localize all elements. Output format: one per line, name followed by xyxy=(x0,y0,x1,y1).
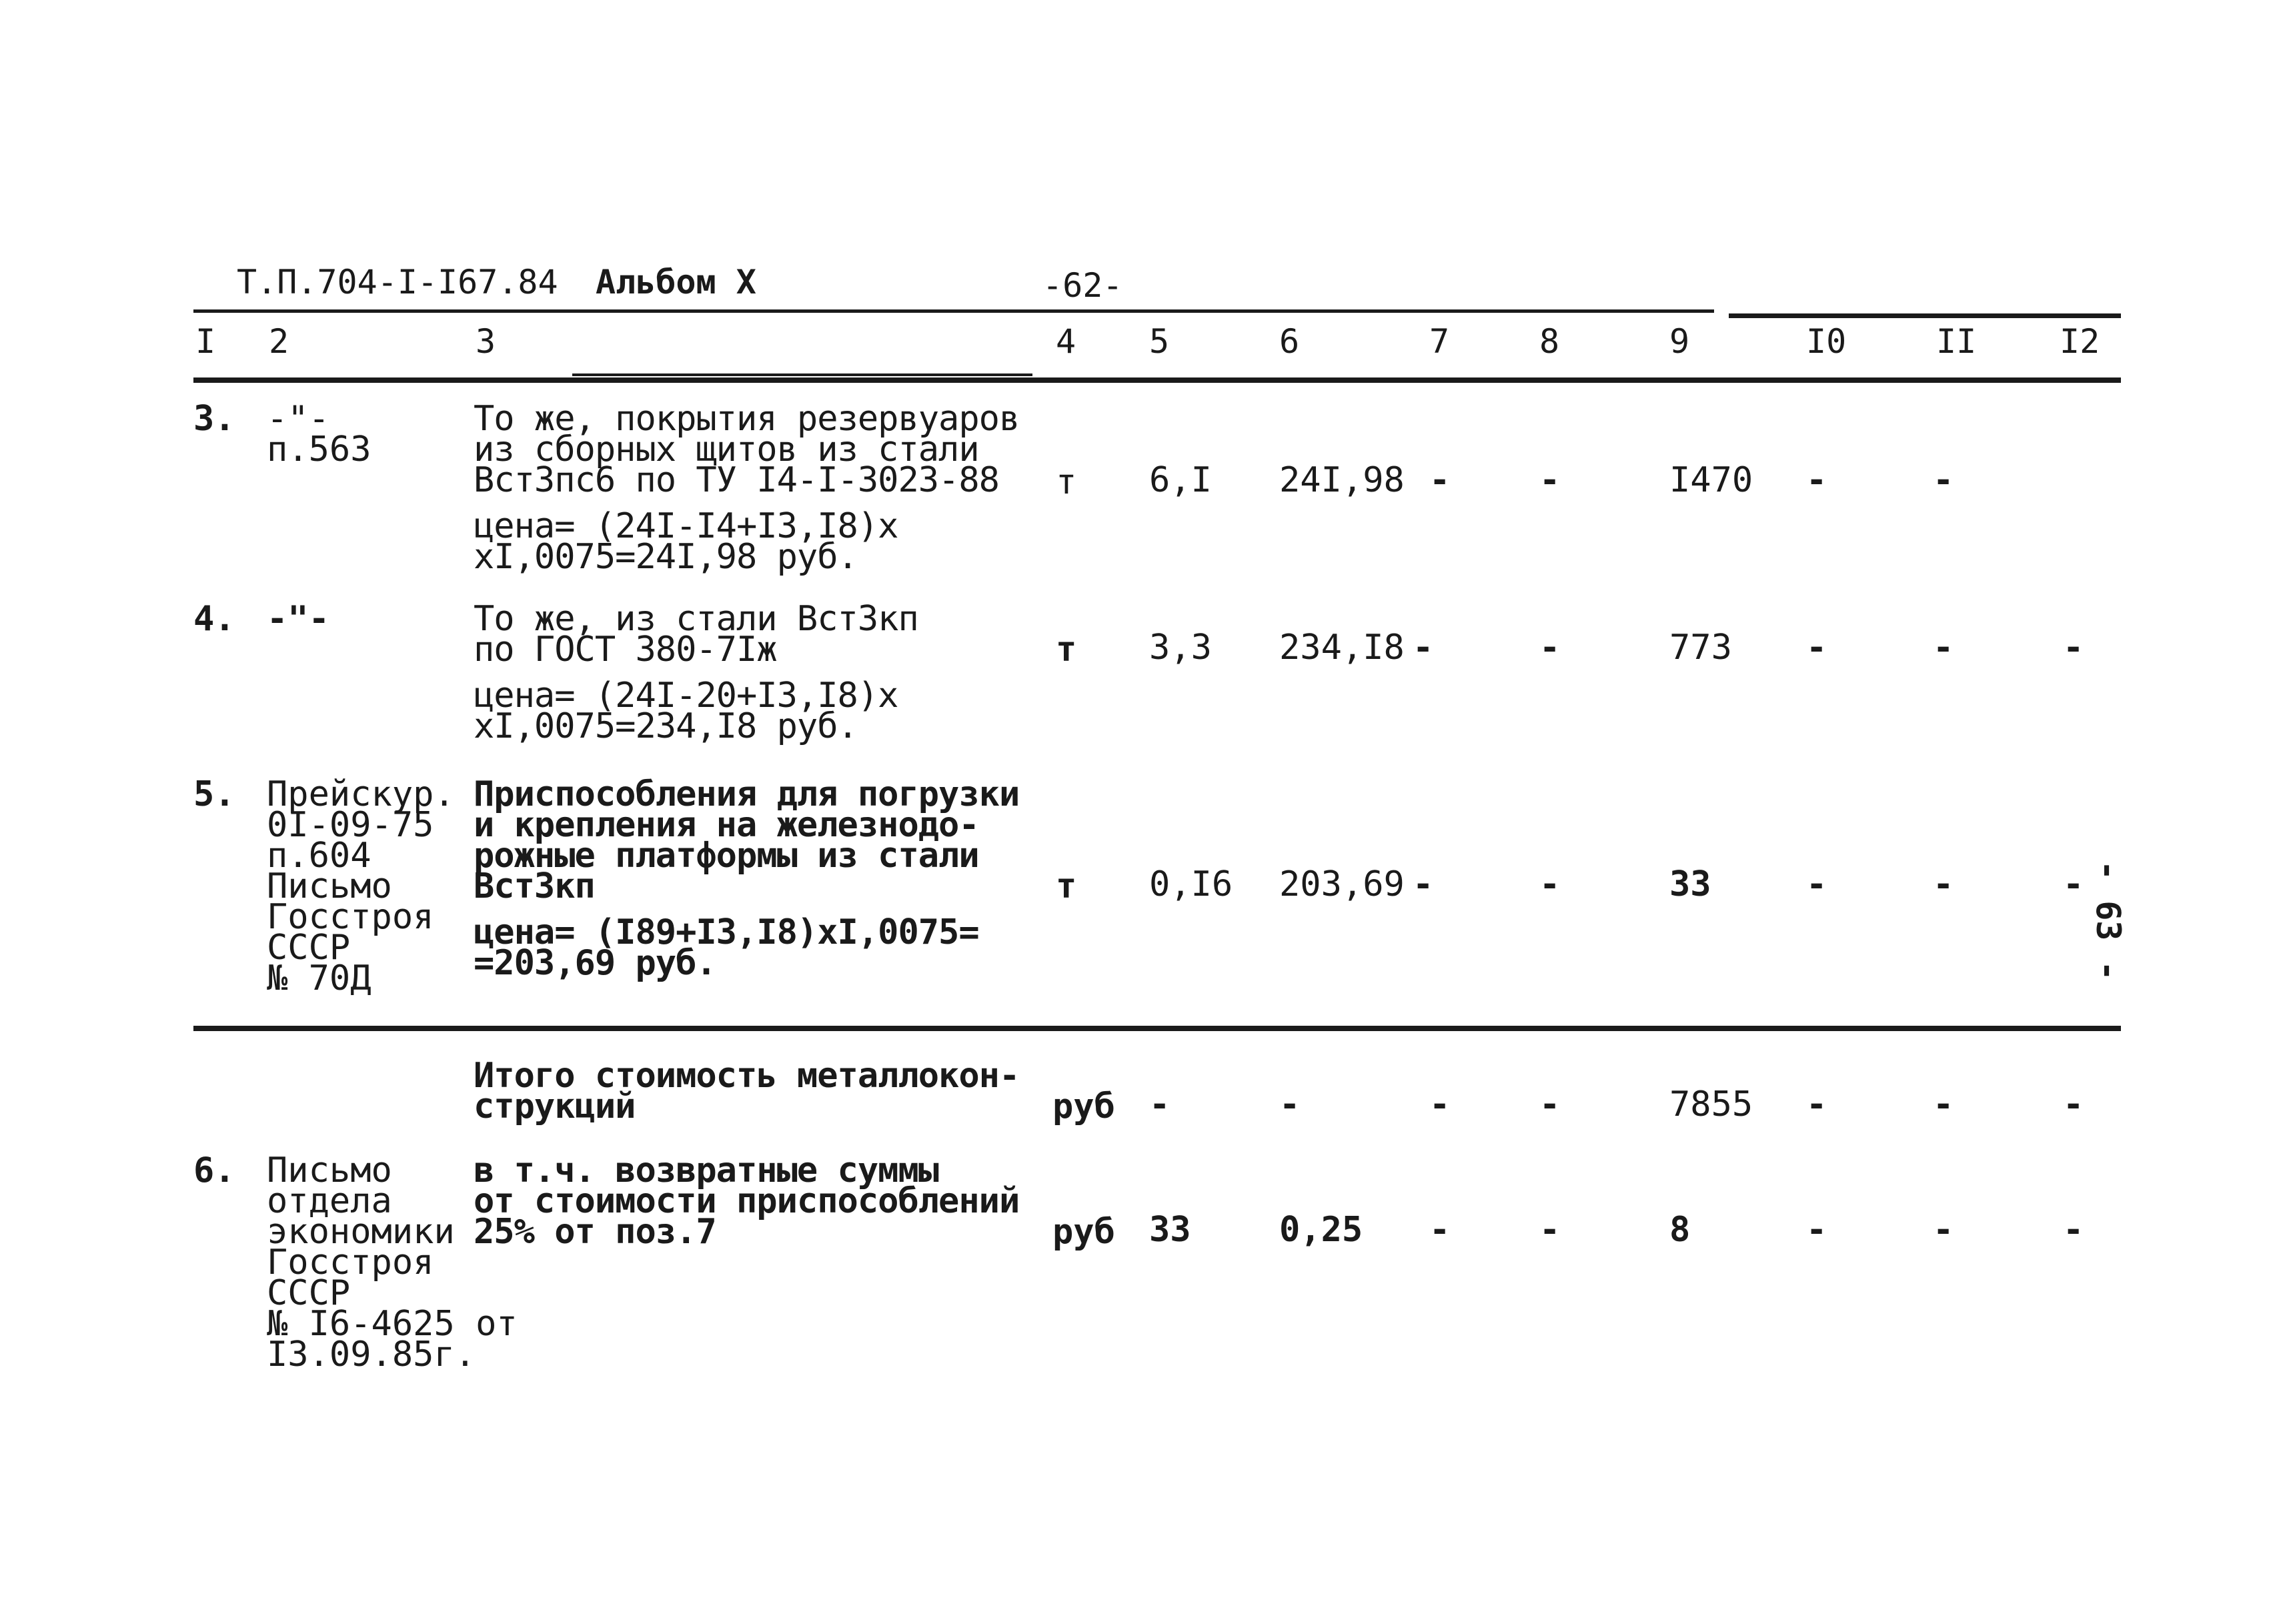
row-5-source-4: Письмо xyxy=(267,866,392,906)
section-divider xyxy=(193,1026,2121,1031)
total-c6: - xyxy=(1279,1084,1301,1124)
row-6-c8: - xyxy=(1539,1210,1561,1250)
row-6-c12: - xyxy=(2063,1210,2084,1250)
row-6-source-7: I3.09.85г. xyxy=(267,1335,476,1375)
row-4-unit: т xyxy=(1056,630,1077,670)
row-4-c12: - xyxy=(2063,628,2084,668)
row-4-c8: - xyxy=(1539,628,1561,668)
row-3-formula-2: хI,0075=24I,98 руб. xyxy=(474,537,858,577)
col-head-3: 3 xyxy=(476,322,496,361)
row-6-source-3: экономики xyxy=(267,1212,455,1252)
header-rule-left xyxy=(193,309,1714,313)
row-3-source-1: -"- xyxy=(267,399,329,439)
row-4-c6: 234,I8 xyxy=(1279,628,1405,668)
row-5-source-3: п.604 xyxy=(267,836,371,876)
col-head-6: 6 xyxy=(1279,322,1300,361)
row-4-num: 4. xyxy=(193,599,235,639)
row-5-c10: - xyxy=(1806,864,1827,904)
col-head-2: 2 xyxy=(269,322,289,361)
row-6-desc-1: в т.ч. возвратные суммы xyxy=(474,1150,939,1190)
row-5-desc-3: рожные платформы из стали xyxy=(474,836,979,876)
col-head-5: 5 xyxy=(1149,322,1170,361)
row-5-num: 5. xyxy=(193,774,235,814)
col-head-11: II xyxy=(1936,322,1977,361)
row-6-desc-2: от стоимости приспособлений xyxy=(474,1181,1020,1221)
row-6-num: 6. xyxy=(193,1150,235,1190)
row-4-c11: - xyxy=(1933,628,1954,668)
row-6-source-1: Письмо xyxy=(267,1150,392,1190)
row-5-desc-1: Приспособления для погрузки xyxy=(474,774,1020,814)
row-6-source-2: отдела xyxy=(267,1181,392,1221)
row-3-c5: 6,I xyxy=(1149,460,1212,500)
row-4-desc-1: То же, из стали ВстЗкп xyxy=(474,599,918,639)
total-c9: 7855 xyxy=(1669,1084,1753,1124)
row-5-c12: - xyxy=(2063,864,2084,904)
row-5-c9: 33 xyxy=(1669,864,1711,904)
row-4-source-1: -"- xyxy=(267,599,329,639)
row-6-source-4: Госстроя xyxy=(267,1243,434,1283)
header-rule-right xyxy=(1729,313,2121,318)
row-6-desc-3: 25% от поз.7 xyxy=(474,1212,716,1252)
row-4-formula-1: цена= (24I-20+I3,I8)х xyxy=(474,676,898,716)
total-desc-1: Итого стоимость металлокон- xyxy=(474,1056,1020,1096)
row-3-num: 3. xyxy=(193,399,235,439)
row-6-unit: руб xyxy=(1052,1212,1115,1252)
row-4-formula-2: хI,0075=234,I8 руб. xyxy=(474,706,858,746)
row-5-c11: - xyxy=(1933,864,1954,904)
row-5-c7: - xyxy=(1413,864,1434,904)
column-header-rule xyxy=(193,377,2121,383)
row-3-c11: - xyxy=(1933,460,1954,500)
row-5-source-6: СССР xyxy=(267,928,351,968)
total-c7: - xyxy=(1429,1084,1451,1124)
row-6-source-5: СССР xyxy=(267,1273,351,1313)
row-6-c5: 33 xyxy=(1149,1210,1191,1250)
doc-code: Т.П.704-I-I67.84 xyxy=(237,263,558,301)
row-5-formula-2: =203,69 руб. xyxy=(474,943,716,983)
total-c8: - xyxy=(1539,1084,1561,1124)
row-3-source-2: п.563 xyxy=(267,430,371,470)
col-head-10: I0 xyxy=(1806,322,1847,361)
row-3-desc-3: ВстЗпс6 по ТУ I4-I-3023-88 xyxy=(474,460,999,500)
col-head-7: 7 xyxy=(1429,322,1450,361)
col-head-8: 8 xyxy=(1539,322,1560,361)
row-5-source-1: Прейскур. xyxy=(267,774,455,814)
row-3-c6: 24I,98 xyxy=(1279,460,1405,500)
total-unit: руб xyxy=(1052,1086,1115,1126)
row-3-c7: - xyxy=(1429,460,1451,500)
row-4-c9: 773 xyxy=(1669,628,1732,668)
page-number: -62- xyxy=(1042,266,1123,305)
row-3-desc-1: То же, покрытия резервуаров xyxy=(474,399,1020,439)
row-6-c7: - xyxy=(1429,1210,1451,1250)
col-head-1: I xyxy=(195,322,216,361)
row-6-c10: - xyxy=(1806,1210,1827,1250)
col3-underline xyxy=(572,373,1032,376)
row-6-source-6: № I6-4625 от xyxy=(267,1304,518,1344)
row-3-c10: - xyxy=(1806,460,1827,500)
row-6-c11: - xyxy=(1933,1210,1954,1250)
total-c10: - xyxy=(1806,1084,1827,1124)
row-5-desc-4: ВстЗкп xyxy=(474,866,595,906)
col-head-4: 4 xyxy=(1056,322,1076,361)
side-page-label: - 63 - xyxy=(2089,860,2128,981)
row-5-unit: т xyxy=(1056,866,1077,906)
col-head-9: 9 xyxy=(1669,322,1690,361)
row-4-c5: 3,3 xyxy=(1149,628,1212,668)
row-5-formula-1: цена= (I89+I3,I8)хI,0075= xyxy=(474,912,979,952)
row-4-c10: - xyxy=(1806,628,1827,668)
row-3-c9: I470 xyxy=(1669,460,1753,500)
total-c11: - xyxy=(1933,1084,1954,1124)
total-c5: - xyxy=(1149,1084,1171,1124)
row-5-source-7: № 70Д xyxy=(267,958,371,998)
row-5-c8: - xyxy=(1539,864,1561,904)
row-3-formula-1: цена= (24I-I4+I3,I8)х xyxy=(474,506,898,546)
col-head-12: I2 xyxy=(2060,322,2100,361)
row-5-desc-2: и крепления на железнодо- xyxy=(474,805,979,845)
row-3-unit: т xyxy=(1056,462,1077,502)
row-6-c9: 8 xyxy=(1669,1210,1691,1250)
row-5-c6: 203,69 xyxy=(1279,864,1405,904)
row-5-source-5: Госстроя xyxy=(267,897,434,937)
row-4-c7: - xyxy=(1413,628,1434,668)
row-3-desc-2: из сборных щитов из стали xyxy=(474,430,979,470)
row-5-source-2: 0I-09-75 xyxy=(267,805,434,845)
row-3-c8: - xyxy=(1539,460,1561,500)
total-desc-2: струкций xyxy=(474,1086,636,1126)
total-c12: - xyxy=(2063,1084,2084,1124)
row-6-c6: 0,25 xyxy=(1279,1210,1363,1250)
row-4-desc-2: по ГОСТ 380-7Iж xyxy=(474,630,777,670)
row-5-c5: 0,I6 xyxy=(1149,864,1233,904)
album-label: Альбом X xyxy=(596,263,756,301)
